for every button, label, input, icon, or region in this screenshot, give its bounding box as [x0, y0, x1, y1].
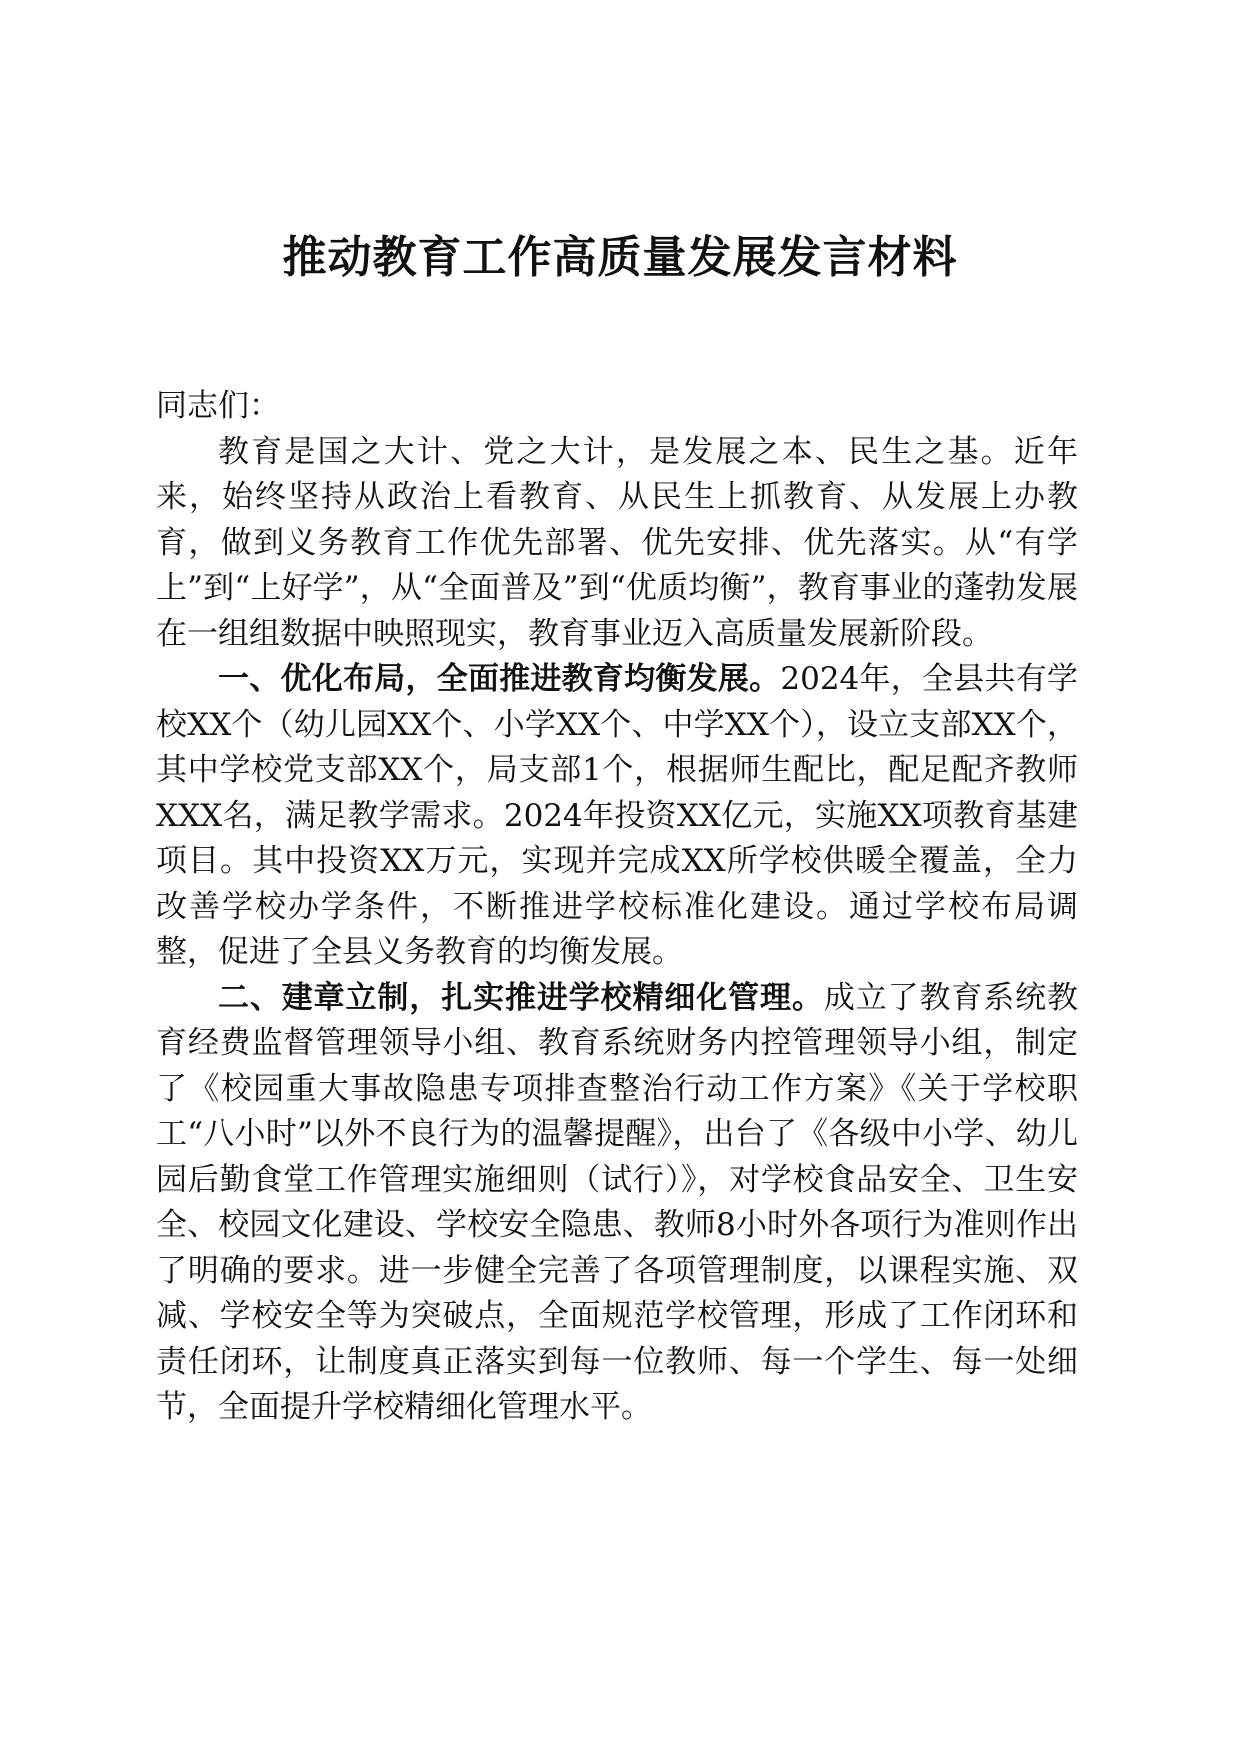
section-paragraph-2 — [156, 976, 1078, 1431]
document-title: 推动教育工作高质量发展发言材料 — [282, 232, 958, 283]
section-heading-1: 一、优化布局，全面推进教育均衡发展。 — [218, 661, 781, 697]
document-body — [156, 384, 1078, 1431]
section-heading-2: 二、建章立制，扎实推进学校精细化管理。 — [218, 979, 824, 1016]
section-paragraph-1 — [156, 657, 1078, 976]
salutation: 同志们： — [156, 388, 280, 424]
intro-paragraph: 教育是国之大计、党之大计，是发展之本、民生之基。近年来，始终坚持从政治上看教育、从民生上抓教育、从发展上办教育，做到义务教育工作优先部署、优先安排、优先落实。从“有学上”到“上好学”，从“全面普及”到“优质均衡”，教育事业的蓬勃发展在一组组数据中映照现实，教育事业迈入高质量发展新阶段。 — [156, 433, 1078, 652]
section-body-2: 成立了教育系统教育经费监督管理领导小组、教育系统财务内控管理领导小组，制定了《校园重大事故隐患专项排查整治行动工作方案》《关于学校职工“八小时”以外不良行为的温馨提醒》，出台了《各级中小学、幼儿园后勤食堂工作管理实施细则（试行）》，对学校食品安全、卫生安全、校园文化建设、学校安全隐患、教师8小时外各项行为准则作出了明确的要求。进一步健全完善了各项管理制度，以课程实施、双减、学校安全等为突破点，全面规范学校管理，形成了工作闭环和责任闭环，让制度真正落实到每一位教师、每一个学生、每一处细节，全面提升学校精细化管理水平。 — [156, 979, 1079, 1425]
section-body-1: 2024年，全县共有学校XX个（幼儿园XX个、小学XX个、中学XX个），设立支部XX个，其中学校党支部XX个，局支部1个，根据师生配比，配足配齐教师XXX名，满足教学需求。2024年投资XX亿元，实施XX项教育基建项目。其中投资XX万元，实现并完成XX所学校供暖全覆盖，全力改善学校办学条件，不断推进学校标准化建设。通过学校布局调整，促进了全县义务教育的均衡发展。 — [156, 661, 1078, 970]
